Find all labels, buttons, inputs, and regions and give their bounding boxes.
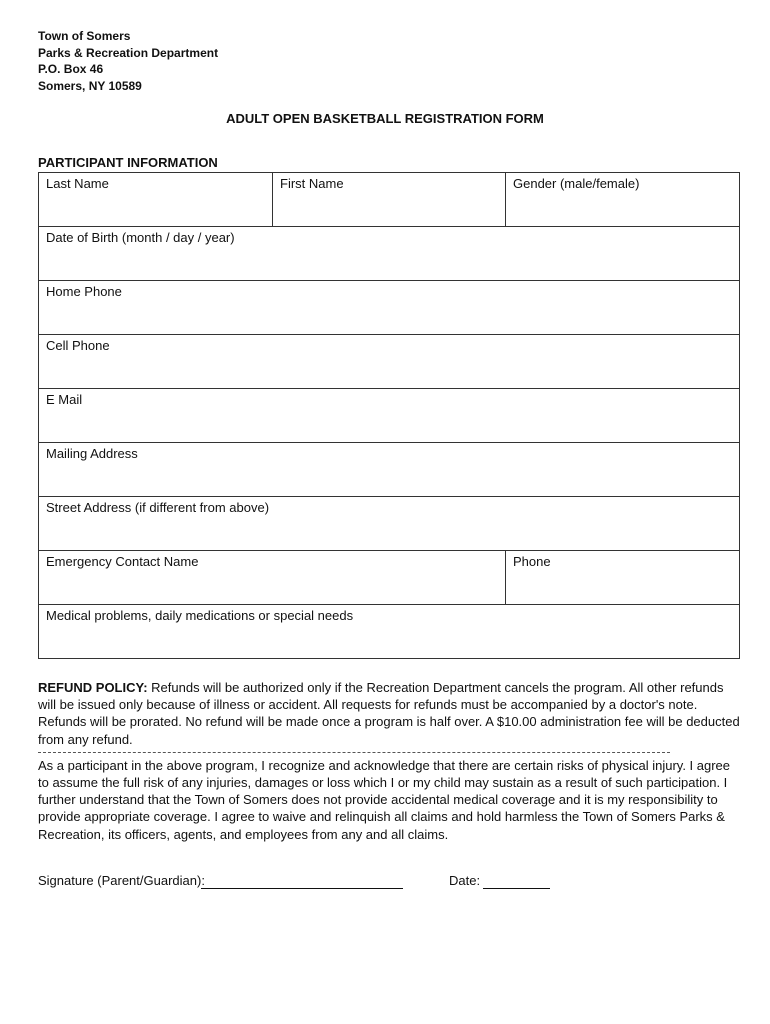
refund-policy-text: Refunds will be authorized only if the Recreation Department cancels the program. All other refunds will be issued only because of illness or accident. All requests for refunds must be accompanied by a doctor's note. Refunds will be prorated. No refund will be made once a program is half over. A $10.00 administration fee will be deducted from any refund. [38,680,740,747]
street-address-field[interactable] [39,497,739,551]
participant-info-table [38,172,740,659]
home-phone-label: Home Phone [46,284,122,299]
emergency-phone-label: Phone [513,554,551,569]
medical-field[interactable] [39,605,739,659]
org-name: Town of Somers [38,29,131,43]
gender-label: Gender (male/female) [513,176,640,191]
dob-field[interactable] [39,227,739,281]
emergency-contact-name-field[interactable] [39,551,505,604]
cell-phone-field[interactable] [39,335,739,389]
mailing-address-field[interactable] [39,443,739,497]
street-address-label: Street Address (if different from above) [46,500,270,515]
last-name-field[interactable] [39,173,272,226]
dob-label: Date of Birth (month / day / year) [46,230,235,245]
first-name-field[interactable] [272,173,505,226]
po-box: P.O. Box 46 [38,62,104,76]
organization-header [38,28,218,94]
signature-line[interactable] [201,888,403,889]
dashed-divider [38,752,670,754]
medical-label: Medical problems, daily medications or special needs [46,608,354,623]
last-name-label: Last Name [46,176,109,191]
city-state-zip: Somers, NY 10589 [38,78,142,93]
email-label: E Mail [46,392,83,407]
refund-policy-paragraph [38,679,742,748]
policy-section [38,679,742,843]
cell-phone-label: Cell Phone [46,338,110,353]
department-name: Parks & Recreation Department [38,45,219,60]
participant-info-heading: PARTICIPANT INFORMATION [38,155,218,170]
form-title: ADULT OPEN BASKETBALL REGISTRATION FORM [226,111,544,126]
gender-field[interactable] [505,173,739,226]
waiver-paragraph: As a participant in the above program, I recognize and acknowledge that there are certain risks of physical injury. I agree to assume the full risk of any injuries, damages or loss which I or my child may sustain as a result of such participation. I further understand that the Town of Somers does not provide accidental medical coverage and it is my responsibility to provide appropriate coverage. I agree to waive and relinquish all claims and hold harmless the Town of Somers Parks & Recreation, its officers, agents, and employees from any and all claims. [38,757,731,842]
name-gender-row [39,173,739,227]
first-name-label: First Name [280,176,344,191]
emergency-contact-label: Emergency Contact Name [46,554,199,569]
home-phone-field[interactable] [39,281,739,335]
mailing-address-label: Mailing Address [46,446,138,461]
emergency-phone-field[interactable] [505,551,739,604]
emergency-contact-row [39,551,739,605]
signature-label: Signature (Parent/Guardian): [38,873,205,888]
email-field[interactable] [39,389,739,443]
refund-policy-label: REFUND POLICY: [38,680,148,695]
date-line[interactable] [483,888,550,889]
date-label: Date: [449,873,481,888]
